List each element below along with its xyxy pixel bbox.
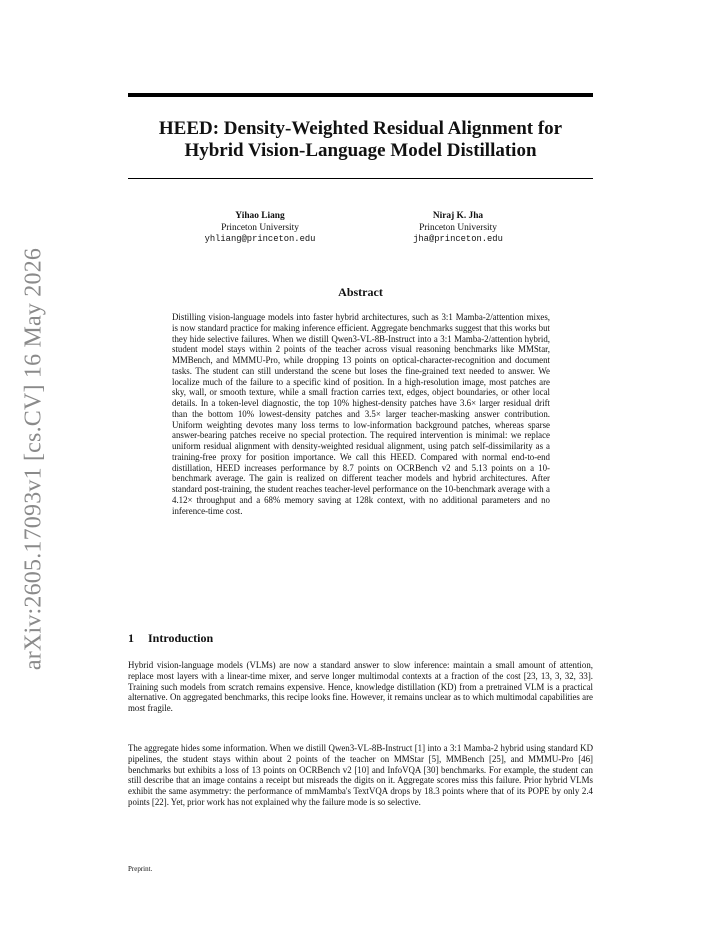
abstract-body: Distilling vision-language models into faster hybrid architectures, such as 3:1 Mamba-2/attention mixes, is now standard practice for making inference efficient. Aggregate benchmarks suggest that this works but they hide selective failures. When we distill Qwen3-VL-8B-Instruct into a 3:1 Mamba-2/attention hybrid, student model stays within 2 points of the teacher across visual reasoning benchmarks like MMStar, MMBench, and MMMU-Pro, while dropping 13 points on optical-character-recognition and document tasks. The student can still understand the scene but loses the fine-grained text needed to answer. We localize much of the failure to a specific kind of position. In a high-resolution image, most patches are sky, wall, or smooth texture, while a small fraction carries text, edges, object boundaries, or other local details. In a token-level diagnostic, the top 10% highest-density patches have 3.6× larger residual drift than the bottom 10% lowest-density patches and 3.5× larger teacher-masking answer contribution. Uniform weighting devotes many loss terms to low-information background patches, whereas sparse answer-bearing patches receive no special protection. The required intervention is minimal: we replace uniform residual alignment with density-weighted residual alignment, using patch self-dissimilarity as a training-free proxy for position importance. We call this HEED. Compared with normal end-to-end distillation, HEED increases performance by 8.7 points on OCRBench v2 and 5.13 points on a 10-benchmark average. The gain is realized on different teacher models and hybrid architectures. After standard post-training, the student reaches teacher-level performance on the 10-benchmark average with a 4.12× throughput and a 68% memory saving at 128k context, with no additional parameters and no inference-time cost. <box>172 312 550 516</box>
author-block-2 <box>358 211 558 246</box>
intro-paragraph-1: Hybrid vision-language models (VLMs) are now a standard answer to slow inference: maintain a small amount of attention, replace most layers with a linear-time mixer, and serve longer multimodal contexts at a fraction of the cost [23, 13, 3, 32, 33]. Training such models from scratch remains expensive. Hence, knowledge distillation (KD) from a pretrained VLM is a practical alternative. On aggregated benchmarks, this recipe looks fine. However, it remains unclear as to which multimodal capabilities are most fragile. <box>128 660 593 713</box>
author-block-1 <box>160 211 360 246</box>
section-number: 1 <box>128 631 134 645</box>
section-title: Introduction <box>148 631 214 645</box>
title-top-rule <box>128 93 593 97</box>
author-name: Yihao Liang <box>235 211 285 221</box>
preprint-footnote: Preprint. <box>128 865 153 873</box>
title-line-2: Hybrid Vision-Language Model Distillation <box>184 140 537 161</box>
title-bottom-rule <box>128 178 593 179</box>
abstract-heading: Abstract <box>338 285 383 299</box>
arxiv-identifier-text: arXiv:2605.17093v1 [cs.CV] 16 May 2026 <box>20 247 47 671</box>
author-name: Niraj K. Jha <box>432 211 484 221</box>
paper-title <box>128 118 593 162</box>
section-heading-introduction <box>128 631 213 646</box>
author-affiliation: Princeton University <box>221 222 299 233</box>
arxiv-identifier <box>18 247 50 671</box>
author-email: jha@princeton.edu <box>413 234 503 244</box>
title-line-1: HEED: Density-Weighted Residual Alignment for <box>158 118 563 139</box>
intro-paragraph-2: The aggregate hides some information. When we distill Qwen3-VL-8B-Instruct [1] into a 3:1 Mamba-2 hybrid using standard KD pipelines, the student stays within about 2 points of the teacher on MMStar [5], MMBench [25], and MMMU-Pro [46] benchmarks but exhibits a loss of 13 points on OCRBench v2 [10] and InfoVQA [30] benchmarks. For example, the student can still describe that an image contains a receipt but misreads the digits on it. Aggregate scores miss this failure. Prior hybrid VLMs exhibit the same asymmetry: the performance of mmMamba's TextVQA drops by 18.3 points where that of its POPE by only 2.4 points [22]. Yet, prior work has not explained why the failure mode is so selective. <box>128 743 593 807</box>
author-email: yhliang@princeton.edu <box>204 234 316 244</box>
author-affiliation: Princeton University <box>419 222 497 233</box>
